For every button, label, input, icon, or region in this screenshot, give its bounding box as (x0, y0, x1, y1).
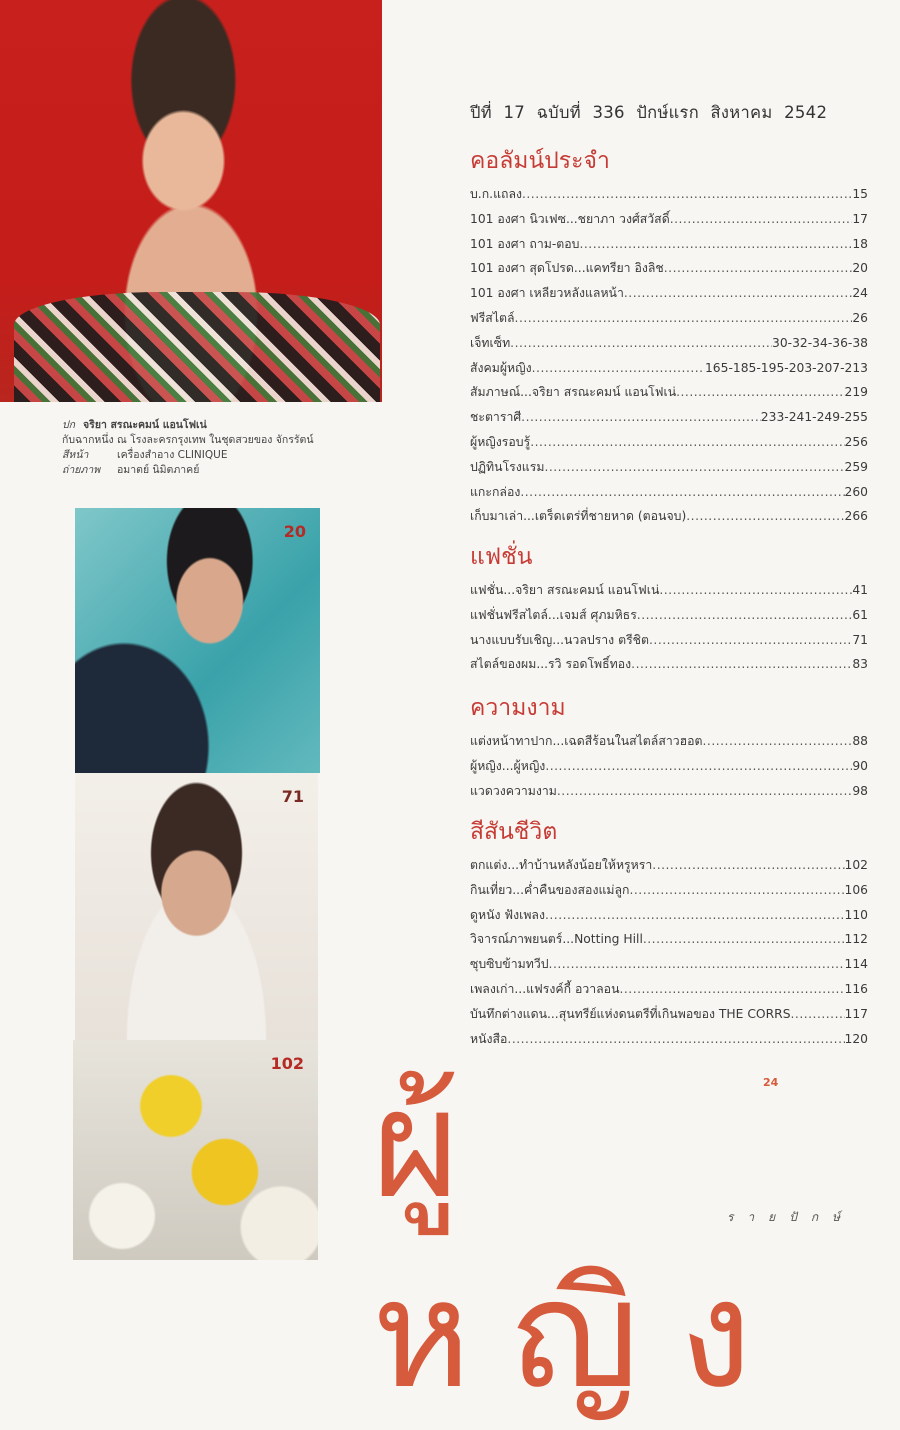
toc-entry-page: 116 (844, 981, 868, 996)
section-lifestyle (470, 817, 868, 1051)
toc-entry-page: 26 (852, 310, 868, 325)
toc-entry[interactable] (470, 1027, 868, 1052)
toc-entry-title: สังคมผู้หญิง (470, 360, 532, 375)
toc-entry-page: 120 (844, 1031, 868, 1046)
toc-entry-page: 110 (844, 907, 868, 922)
toc-entry[interactable] (470, 504, 868, 529)
toc-entry[interactable] (470, 927, 868, 952)
toc-entry-page: 61 (852, 607, 868, 622)
toc-entry-page: 165-185-195-203-207-213 (704, 360, 868, 375)
section-heading: ความงาม (470, 695, 566, 721)
dot-leader (703, 729, 853, 754)
toc-entry[interactable] (470, 729, 868, 754)
dot-leader (686, 504, 844, 529)
toc-entry[interactable] (470, 331, 868, 356)
dot-leader (629, 878, 844, 903)
dot-leader (676, 380, 844, 405)
cover-dress-pattern (14, 292, 380, 402)
dot-leader (631, 652, 852, 677)
toc-entry-title: แกะกล่อง (470, 484, 521, 499)
toc-entry[interactable] (470, 430, 868, 455)
photo-page-number: 20 (283, 522, 306, 541)
dot-leader (664, 256, 853, 281)
toc-entry-title: ผู้หญิง...ผู้หญิง (470, 758, 546, 773)
toc-entry-page: 41 (852, 583, 868, 597)
toc-entry-page: 71 (852, 632, 868, 647)
photo-label: ถ่ายภาพ (62, 464, 101, 476)
section-regular-columns (470, 146, 868, 529)
toc-entry-title: ผู้หญิงรอบรู้ (470, 434, 531, 449)
toc-entry-title: แต่งหน้าทาปาก...เฉดสีร้อนในสไตล์สาวฮอต (470, 734, 703, 748)
toc-entry-page: 106 (844, 882, 868, 897)
toc-entry-page: 90 (852, 758, 868, 773)
toc-entry-title: แวดวงความงาม (470, 783, 557, 798)
toc-entry-title: บ.ก.แถลง (470, 187, 522, 201)
toc-entry-title: 101 องศา นิวเฟซ...ชยาภา วงศ์สวัสดิ์ (470, 211, 670, 226)
toc-entry[interactable] (470, 652, 868, 677)
toc-entry-page: 256 (844, 434, 868, 449)
toc-entry-title: 101 องศา ถาม-ตอบ (470, 236, 580, 251)
dot-leader (545, 754, 852, 779)
makeup-label: สีหน้า (62, 449, 89, 461)
dot-leader (643, 927, 845, 952)
toc-entry-page: 114 (844, 957, 868, 972)
photo-page-number: 102 (270, 1054, 304, 1073)
toc-entry[interactable] (470, 356, 868, 381)
toc-entry-title: ชะตาราศี (470, 410, 522, 425)
section-fashion (470, 542, 868, 677)
magazine-logo (368, 1058, 878, 1422)
photo-page-20 (75, 508, 320, 773)
toc-entry-title: หนังสือ (470, 1031, 508, 1046)
cover-desc: กับฉากหนึ่ง ณ โรงละครกรุงเทพ ในชุดสวยของ จักรรัตน์ (62, 434, 314, 446)
section-heading: สีสันชีวิต (470, 819, 558, 845)
toc-entry-page: 17 (852, 211, 868, 226)
photo-page-71 (75, 773, 318, 1040)
toc-entry-page: 233-241-249-255 (760, 410, 868, 425)
toc-entry[interactable] (470, 903, 868, 928)
toc-entry[interactable] (470, 281, 868, 306)
dot-leader (659, 578, 852, 603)
toc-entry[interactable] (470, 232, 868, 257)
toc-entry[interactable] (470, 207, 868, 232)
toc-entry-page: 259 (844, 459, 868, 474)
toc-entry-title: ฟรีสไตล์ (470, 310, 515, 325)
dot-leader (521, 405, 761, 430)
dot-leader (510, 331, 772, 356)
toc-entry-page: 20 (852, 261, 868, 276)
cover-photo (0, 0, 382, 402)
toc-entry[interactable] (470, 977, 868, 1002)
toc-entry-page: 117 (844, 1006, 868, 1021)
toc-entry-title: กินเที่ยว...ค่ำคืนของสองแม่ลูก (470, 882, 630, 897)
toc-entry-title: สัมภาษณ์...จริยา สรณะคมน์ แอนโฟเน่ (470, 385, 677, 400)
toc-entry-title: แฟชั่นฟรีสไตล์...เจมส์ ศุภมหิธร (470, 607, 637, 622)
dot-leader (532, 356, 705, 381)
dot-leader (670, 207, 853, 232)
toc-entry[interactable] (470, 306, 868, 331)
page-number: 24 (763, 1076, 779, 1089)
toc-entry-page: 24 (852, 286, 868, 301)
toc-entry[interactable] (470, 405, 868, 430)
toc-entry-page: 102 (844, 858, 868, 872)
toc-entry[interactable] (470, 455, 868, 480)
toc-entry[interactable] (470, 878, 868, 903)
toc-entry-page: 266 (844, 509, 868, 524)
toc-entry-title: ปฏิทินโรงแรม (470, 459, 545, 474)
dot-leader (545, 903, 845, 928)
dot-leader (515, 306, 853, 331)
toc-entry-page: 219 (844, 385, 868, 400)
toc-entry-title: 101 องศา สุดโปรด...แคทรียา อิงลิช (470, 261, 664, 276)
toc-entry-title: เจ็ทเซ็ท (470, 335, 511, 350)
section-heading: แฟชั่น (470, 544, 533, 570)
dot-leader (544, 455, 844, 480)
toc-entry-title: แฟชั่น...จริยา สรณะคมน์ แอนโฟเน่ (470, 583, 660, 597)
toc-entry-title: สไตล์ของผม...รวิ รอดโพธิ์ทอง (470, 657, 632, 672)
toc-entry[interactable] (470, 628, 868, 653)
toc-entry-page: 18 (852, 236, 868, 251)
toc-entry[interactable] (470, 779, 868, 804)
toc-entry[interactable] (470, 754, 868, 779)
toc-entry[interactable] (470, 952, 868, 977)
dot-leader (649, 628, 852, 653)
toc-entry[interactable] (470, 380, 868, 405)
dot-leader (579, 232, 852, 257)
dot-leader (624, 281, 852, 306)
toc-entry-title: 101 องศา เหลียวหลังแลหน้า (470, 286, 624, 301)
dot-leader (530, 430, 844, 455)
toc-entry[interactable] (470, 853, 868, 878)
photo-page-number: 71 (281, 787, 304, 806)
photo-page-102 (73, 1040, 318, 1260)
toc-entry-page: 15 (852, 187, 868, 201)
toc-entry-title: ซุบซิบข้ามทวีป (470, 957, 549, 972)
toc-entry-title: บันทึกต่างแดน...สุนทรีย์แห่งดนตรีที่เกินพอของ THE CORRS (470, 1006, 791, 1021)
toc-entry-title: เก็บมาเล่า...เตร็ดเตร่ที่ชายหาด (ตอนจบ) (470, 509, 687, 524)
dot-leader (522, 182, 852, 207)
toc-entry-page: 30-32-34-36-38 (772, 335, 868, 350)
cover-name: จริยา สรณะคมน์ แอนโฟเน่ (83, 419, 207, 431)
toc-entry[interactable] (470, 1002, 868, 1027)
dot-leader (557, 779, 852, 804)
toc-entry-page: 112 (844, 932, 868, 947)
dot-leader (507, 1027, 844, 1052)
dot-leader (652, 853, 844, 878)
section-beauty (470, 693, 868, 803)
toc-entry-page: 260 (844, 484, 868, 499)
dot-leader (549, 952, 845, 977)
makeup-value: เครื่องสำอาง CLINIQUE (117, 449, 228, 461)
section-heading: คอลัมน์ประจำ (470, 148, 610, 174)
cover-label: ปก (62, 419, 76, 431)
toc-entry-page: 98 (852, 783, 868, 798)
toc-entry-page: 83 (852, 657, 868, 672)
toc-entry-title: ดูหนัง ฟังเพลง (470, 907, 545, 922)
toc-entry[interactable] (470, 256, 868, 281)
toc-entry[interactable] (470, 578, 868, 603)
dot-leader (520, 480, 844, 505)
toc-entry[interactable] (470, 480, 868, 505)
toc-entry-title: วิจารณ์ภาพยนตร์...Notting Hill (470, 932, 643, 947)
logo-subtitle: รายปักษ์ (726, 1210, 854, 1224)
photo-value: อมาตย์ นิมิตภาคย์ (117, 464, 200, 476)
dot-leader (619, 977, 844, 1002)
toc-entry[interactable] (470, 603, 868, 628)
dot-leader (791, 1002, 845, 1027)
issue-line: ปีที่ 17 ฉบับที่ 336 ปักษ์แรก สิงหาคม 2542 (470, 103, 828, 122)
dot-leader (637, 603, 853, 628)
toc-entry[interactable] (470, 182, 868, 207)
toc-entry-title: นางแบบรับเชิญ...นวลปราง ตรีชิต (470, 632, 650, 647)
toc-entry-title: เพลงเก่า...แฟรงค์กี้ อวาลอน (470, 981, 620, 996)
toc-entry-title: ตกแต่ง...ทำบ้านหลังน้อยให้หรูหรา (470, 858, 653, 872)
logo-word: ผู้หญิง (372, 1058, 792, 1422)
toc-entry-page: 88 (852, 734, 868, 748)
cover-caption (62, 418, 362, 478)
